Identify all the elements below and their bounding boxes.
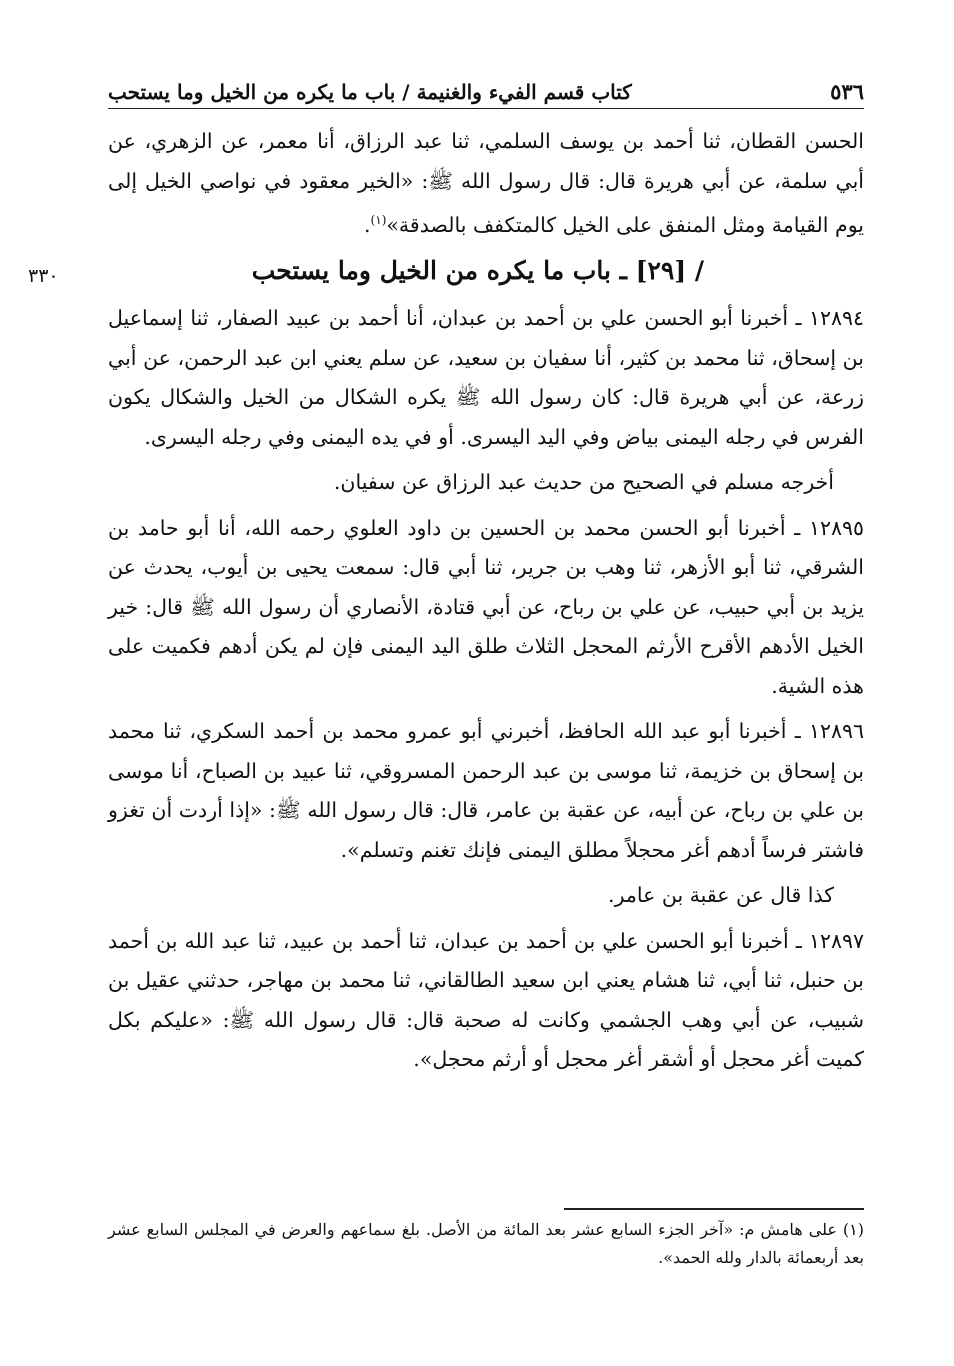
hadith-12895: ١٢٨٩٥ ـ أخبرنا أبو الحسن محمد بن الحسين بن داود العلوي رحمه الله، أنا أبو حامد بن الشرقي، ثنا أبو الأزهر، ثنا وهب بن جرير، ثنا أبي قال: سمعت يحيى بن أيوب، يحدث عن يزيد بن أبي حبيب، عن علي بن رباح، عن أبي قتادة، الأنصاري أن رسول الله ﷺ قال: خير الخيل الأدهم الأقرح الأرثم المحجل الثلاث طلق اليد اليمنى فإن لم يكن أدهم فكميت على هذه الشية.: [108, 515, 864, 698]
footnote-separator: [564, 1208, 864, 1210]
footnote-block: [108, 1216, 864, 1272]
takhrij-note-2: كذا قال عن عقبة بن عامر.: [608, 883, 834, 908]
page-header: [108, 68, 864, 109]
intro-text: الحسن القطان، ثنا أحمد بن يوسف السلمي، ثنا عبد الرزاق، أنا معمر، عن الزهري، عن أبي سلمة، عن أبي هريرة قال: قال رسول الله ﷺ: «الخير معقود في نواصي الخيل إلى يوم القيامة ومثل المنفق على الخيل كالمتكفف بالصدقة»: [108, 129, 864, 237]
hadith-12897: ١٢٨٩٧ ـ أخبرنا أبو الحسن علي بن أحمد بن عبدان، ثنا أحمد بن عبيد، ثنا عبد الله بن أحمد بن حنبل، ثنا أبي، ثنا هشام يعني ابن سعيد الطالقاني، ثنا محمد بن مهاجر، حدثني عقيل بن شبيب، عن أبي وهب الجشمي وكانت له صحبة قال: قال رسول الله ﷺ: «عليكم بكل كميت أغر محجل أو أشقر أغر محجل أو أرثم محجل».: [108, 928, 864, 1072]
hadith-12896: ١٢٨٩٦ ـ أخبرنا أبو عبد الله الحافظ، أخبرني أبو عمرو محمد بن أحمد السكري، ثنا محمد بن إسحاق بن خزيمة، ثنا موسى بن عبد الرحمن المسروقي، ثنا عبيد بن الصباح، أنا موسى بن علي بن رباح، عن أبيه، عن عقبة بن عامر، قال: قال رسول الله ﷺ: «إذا أردت أن تغزو فاشتر فرساً أدهم أغر محجلاً مطلق اليمنى فإنك تغنم وتسلم».: [108, 719, 864, 862]
section-title: / [٢٩] ـ باب ما يكره من الخيل وما يستحب: [251, 256, 704, 286]
running-title: كتاب قسم الفيء والغنيمة / باب ما يكره من الخيل وما يستحب: [108, 80, 632, 104]
hadith-12894: ١٢٨٩٤ ـ أخبرنا أبو الحسن علي بن أحمد بن عبدان، أنا أحمد بن عبيد الصفار، ثنا إسماعيل بن إسحاق، ثنا محمد بن كثير، أنا سفيان بن سعيد، عن سلم يعني ابن عبد الرحمن، عن أبي زرعة، عن أبي هريرة قال: كان رسول الله ﷺ يكره الشكال من الخيل والشكال يكون الفرس في رجله اليمنى بياض وفي اليد اليسرى. أو في يده اليمنى وفي رجله اليسرى.: [108, 306, 864, 449]
margin-number: ٣٣٠: [28, 265, 59, 288]
intro-paragraph: الحسن القطان، ثنا أحمد بن يوسف السلمي، ثنا عبد الرزاق، أنا معمر، عن الزهري، عن أبي سلمة، عن أبي هريرة قال: قال رسول الله ﷺ: «الخير معقود في نواصي الخيل إلى يوم القيامة ومثل المنفق على الخيل كالمتكفف بالصدقة»$^{(١)}$.: [108, 129, 864, 237]
section-heading-row: [28, 247, 864, 299]
page-number: ٥٣٦: [830, 79, 864, 104]
footnote-text: (١) على هامش م: «آخر الجزء السابع عشر بعد المائة من الأصل. بلغ سماعهم والعرض في المجلس السابع عشر بعد أربعمائة بالدار ولله الحمد».: [108, 1220, 864, 1267]
page-body: [28, 122, 864, 1080]
footnote-ref: (١): [370, 213, 387, 227]
takhrij-note-1: أخرجه مسلم في الصحيح من حديث عبد الرزاق عن سفيان.: [333, 470, 834, 495]
